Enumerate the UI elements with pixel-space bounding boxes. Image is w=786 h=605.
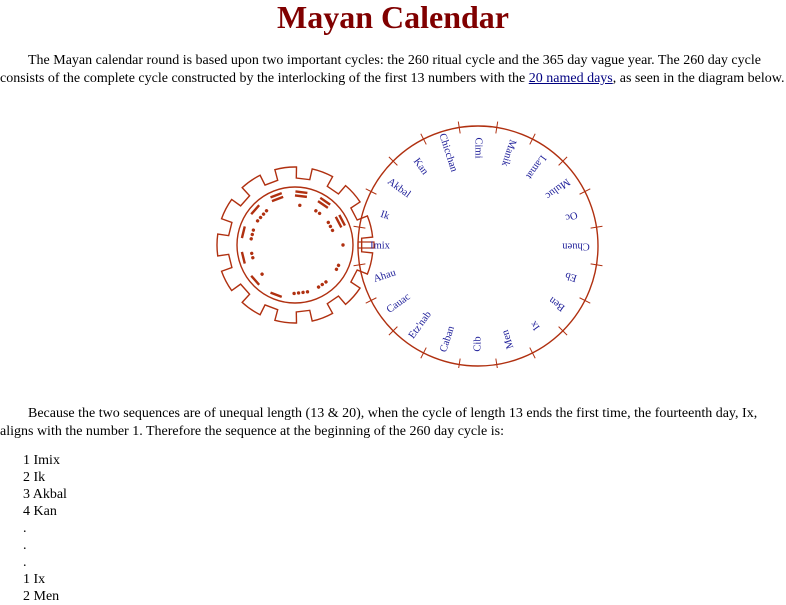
named-days-link[interactable]: 20 named days [528, 71, 613, 86]
day-wheel-tick [580, 189, 591, 194]
day-name-label: Imix [370, 240, 390, 252]
sequence-item: 1 Ix [23, 572, 46, 587]
numeral-dot [261, 212, 266, 217]
sequence-item: 1 Imix [23, 453, 60, 468]
numeral-dot [334, 267, 339, 272]
number-wheel-outline [217, 167, 373, 323]
numeral-dot [298, 203, 302, 207]
numeral-dot [341, 243, 344, 246]
numeral-dot [317, 211, 322, 216]
day-wheel-tick [530, 348, 535, 359]
sequence-item: . [23, 521, 27, 536]
numeral-dot [336, 263, 341, 268]
day-name-label: Chuen [562, 240, 590, 252]
numeral-dot [306, 290, 310, 294]
mayan-numeral [316, 280, 328, 290]
day-name-label: Eb [563, 269, 579, 284]
day-name-label: Etz'nab [406, 309, 434, 342]
numeral-dot [255, 218, 260, 223]
day-wheel-tick [421, 348, 426, 359]
numeral-dot [316, 285, 321, 290]
day-name-label: Chicchan [436, 132, 460, 174]
numeral-dot [314, 208, 319, 213]
sequence-list [23, 452, 67, 605]
day-name-label: Kan [410, 156, 431, 177]
mayan-numeral [341, 243, 344, 246]
explanation-paragraph: Because the two sequences are of unequal length (13 & 20), when the cycle of length 13 ends the first time, the fourteenth day, Ix, aligns with the number 1. Therefore the sequence at the beginning of the 260 day cycle is: [0, 406, 758, 439]
numeral-dot [260, 272, 265, 277]
day-wheel-tick [421, 134, 426, 145]
day-name-label: Lamat [523, 152, 549, 181]
numeral-dot [328, 224, 333, 229]
numeral-bar [241, 252, 246, 264]
day-name-label: Caban [438, 324, 458, 354]
day-name-label: Ik [378, 209, 391, 223]
numeral-dot [320, 282, 325, 287]
numeral-dot [258, 215, 263, 220]
sequence-item: 2 Men [23, 589, 60, 604]
intro-paragraph [0, 52, 786, 88]
day-name-label: Oc [563, 208, 579, 223]
calendar-gear-diagram [215, 118, 610, 368]
mayan-numeral [312, 197, 331, 217]
day-name-label: Akbal [385, 176, 413, 201]
mayan-numeral [270, 192, 283, 202]
mayan-numeral [292, 290, 309, 295]
day-wheel-tick [366, 298, 377, 303]
sequence-item: 4 Kan [23, 504, 57, 519]
day-name-label: Ix [528, 318, 543, 333]
numeral-dot [264, 208, 269, 213]
day-name-label: Men [499, 328, 517, 351]
sequence-item: . [23, 538, 27, 553]
day-name-label: Cimi [472, 137, 484, 159]
mayan-numeral [270, 291, 282, 297]
sequence-item: 2 Ik [23, 470, 46, 485]
numeral-dot [250, 251, 254, 255]
mayan-numeral [241, 226, 256, 241]
day-name-label: Cauac [384, 291, 413, 316]
numeral-dot [297, 291, 301, 295]
mayan-numeral [326, 214, 346, 232]
day-wheel-tick [496, 359, 498, 368]
numeral-dot [249, 237, 253, 241]
day-name-wheel [354, 122, 603, 368]
numeral-bar [295, 190, 307, 194]
day-wheel-tick [366, 189, 377, 194]
day-name-label: Ben [547, 294, 568, 314]
day-wheel-tick [580, 298, 591, 303]
numeral-dot [251, 228, 255, 232]
page-title: Mayan Calendar [277, 0, 509, 35]
day-name-label: Muluc [543, 175, 572, 201]
number-wheel [217, 167, 373, 323]
numeral-dot [330, 228, 335, 233]
numeral-bar [295, 194, 307, 198]
numeral-dot [324, 280, 329, 285]
mayan-numeral [250, 269, 267, 286]
sequence-item: 3 Akbal [23, 487, 67, 502]
intro-text-start: The Mayan calendar round is based upon two important cycles: the 260 ritual cycle and the 365 day vague year. The 260 day cycle consists of the complete cycle constructed by the interlocking of the first 13 numbers with the [0, 53, 761, 86]
intro-text-end: , as seen in the diagram below. [612, 71, 785, 86]
numeral-bar [270, 291, 282, 297]
numeral-dot [301, 290, 305, 294]
sequence-item: . [23, 555, 27, 570]
day-name-label: Manik [498, 138, 518, 168]
mayan-numeral [294, 190, 308, 207]
numeral-dot [251, 256, 255, 260]
mayan-numeral [334, 263, 341, 272]
numeral-dot [292, 292, 296, 296]
day-name-label: Ahau [372, 267, 398, 285]
mayan-numeral [241, 249, 256, 264]
number-wheel-rim [237, 187, 353, 303]
numeral-bar [241, 226, 246, 238]
day-wheel-tick [458, 359, 460, 368]
day-wheel-tick [530, 134, 535, 145]
day-name-label: Cib [472, 336, 484, 352]
numeral-dot [250, 232, 254, 236]
numeral-dot [326, 220, 331, 225]
